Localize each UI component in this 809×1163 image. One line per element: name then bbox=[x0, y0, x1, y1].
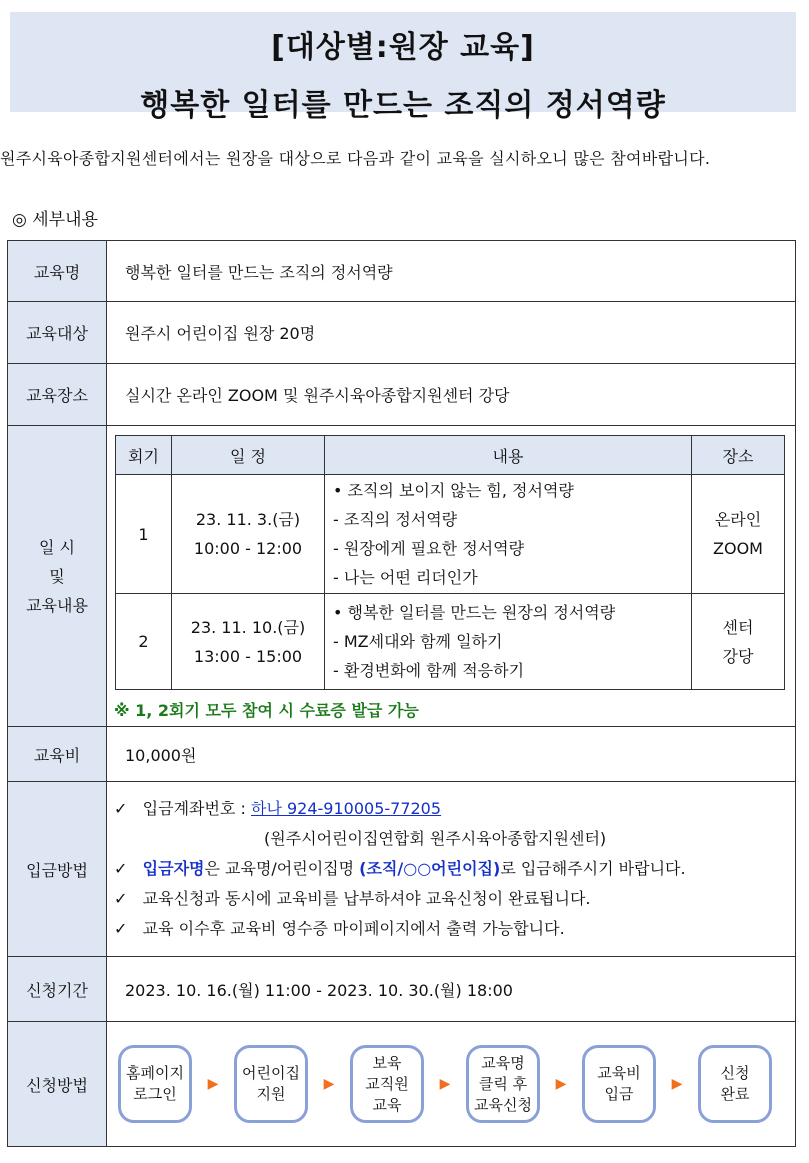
intro-text: 원주시육아종합지원센터에서는 원장을 대상으로 다음과 같이 교육을 실시하오니 많은 참여바랍니다. bbox=[0, 149, 711, 168]
row-place bbox=[8, 364, 796, 426]
account-holder: (원주시어린이집연합회 원주시육아종합지원센터) bbox=[264, 829, 607, 848]
label-period: 신청기간 bbox=[8, 957, 107, 1022]
session-date: 23. 11. 3.(금) bbox=[195, 510, 301, 529]
account-prefix: 입금계좌번호 : bbox=[142, 799, 251, 818]
step-payment bbox=[582, 1045, 656, 1123]
row-course-name bbox=[8, 241, 796, 302]
payment-item bbox=[114, 794, 794, 824]
method-cell bbox=[107, 1022, 796, 1147]
label-schedule-2: 및 bbox=[49, 566, 65, 586]
label-schedule-1: 일 시 bbox=[39, 537, 75, 557]
content-line: • 행복한 일터를 만드는 원장의 정서역량 bbox=[333, 603, 616, 622]
row-schedule bbox=[8, 426, 796, 727]
session-datetime bbox=[172, 594, 325, 690]
session-row bbox=[116, 594, 785, 690]
schedule-table bbox=[115, 435, 785, 690]
header-date: 일 정 bbox=[172, 436, 325, 475]
payment-cell bbox=[107, 782, 796, 957]
content-line: - 원장에게 필요한 정서역량 bbox=[333, 539, 525, 558]
arrow-right-icon: ▶ bbox=[323, 1076, 335, 1092]
step-complete bbox=[698, 1045, 772, 1123]
depositor-name-label: 입금자명 bbox=[142, 859, 205, 878]
value-place: 실시간 온라인 ZOOM 및 원주시육아종합지원센터 강당 bbox=[107, 364, 796, 426]
title-line-2: 행복한 일터를 만드는 조직의 정서역량 bbox=[140, 88, 666, 123]
step-text: 입금 bbox=[604, 1085, 634, 1103]
arrow-right-icon: ▶ bbox=[207, 1076, 219, 1092]
payment-text: 교육신청과 동시에 교육비를 납부하셔야 교육신청이 완료됩니다. bbox=[142, 889, 591, 908]
certificate-note: ※ 1, 2회기 모두 참여 시 수료증 발급 가능 bbox=[114, 701, 419, 720]
place-line: 온라인 bbox=[714, 510, 762, 529]
row-fee bbox=[8, 727, 796, 782]
step-text: 홈페이지 bbox=[126, 1064, 184, 1082]
label-method: 신청방법 bbox=[8, 1022, 107, 1147]
session-number: 1 bbox=[116, 475, 172, 594]
row-period bbox=[8, 957, 796, 1022]
place-line: ZOOM bbox=[713, 539, 763, 558]
details-table bbox=[7, 240, 796, 1147]
check-icon: ✓ bbox=[114, 919, 128, 938]
label-payment: 입금방법 bbox=[8, 782, 107, 957]
content-line: - 조직의 정서역량 bbox=[333, 510, 458, 529]
step-daycare-support bbox=[234, 1045, 308, 1123]
session-content bbox=[325, 475, 692, 594]
label-place: 교육장소 bbox=[8, 364, 107, 426]
header-content: 내용 bbox=[325, 436, 692, 475]
session-date: 23. 11. 10.(금) bbox=[190, 617, 306, 637]
session-place bbox=[692, 594, 785, 690]
schedule-cell bbox=[107, 426, 796, 727]
arrow-right-icon: ▶ bbox=[555, 1076, 567, 1092]
arrow-right-icon: ▶ bbox=[671, 1076, 683, 1092]
title-banner bbox=[10, 12, 796, 123]
check-icon: ✓ bbox=[114, 859, 128, 878]
session-time: 10:00 - 12:00 bbox=[193, 539, 303, 558]
section-title: ◎ 세부내용 bbox=[12, 210, 98, 230]
payment-item bbox=[114, 854, 794, 884]
header-place: 장소 bbox=[692, 436, 785, 475]
title-line-1: [대상별:원장 교육] bbox=[271, 30, 535, 65]
session-place bbox=[692, 475, 785, 594]
payment-item bbox=[114, 884, 794, 914]
session-content bbox=[325, 594, 692, 690]
label-fee: 교육비 bbox=[8, 727, 107, 782]
step-text: 교육비 bbox=[597, 1064, 641, 1082]
label-schedule-3: 교육내용 bbox=[26, 595, 88, 615]
step-text: 신청 bbox=[720, 1064, 750, 1082]
row-payment bbox=[8, 782, 796, 957]
step-flow bbox=[108, 1045, 794, 1123]
label-course-name: 교육명 bbox=[8, 241, 107, 302]
row-target bbox=[8, 302, 796, 364]
step-login bbox=[118, 1045, 192, 1123]
label-target: 교육대상 bbox=[8, 302, 107, 364]
step-text: 교직원 bbox=[365, 1074, 409, 1093]
header-session: 회기 bbox=[116, 436, 172, 475]
place-line: 강당 bbox=[722, 646, 754, 666]
session-number: 2 bbox=[116, 594, 172, 690]
payment-text: 교육 이수후 교육비 영수증 마이페이지에서 출력 가능합니다. bbox=[142, 919, 565, 938]
row-method bbox=[8, 1022, 796, 1147]
value-course-name: 행복한 일터를 만드는 조직의 정서역량 bbox=[107, 241, 796, 302]
depositor-text: 은 교육명/어린이집명 bbox=[204, 859, 360, 878]
value-period: 2023. 10. 16.(월) 11:00 - 2023. 10. 30.(월) 18:00 bbox=[107, 957, 796, 1022]
content-line: - 환경변화에 함께 적응하기 bbox=[333, 661, 525, 680]
step-text: 완료 bbox=[720, 1085, 750, 1103]
step-text: 교육명 bbox=[481, 1053, 525, 1072]
step-apply bbox=[466, 1045, 540, 1123]
content-line: - 나는 어떤 리더인가 bbox=[333, 568, 478, 587]
payment-item bbox=[114, 914, 794, 944]
session-datetime bbox=[172, 475, 325, 594]
check-icon: ✓ bbox=[114, 889, 128, 908]
depositor-text-end: 로 입금해주시기 바랍니다. bbox=[500, 859, 686, 878]
step-text: 지원 bbox=[256, 1085, 286, 1103]
step-staff-education bbox=[350, 1045, 424, 1123]
step-text: 교육 bbox=[372, 1095, 402, 1114]
account-number: 하나 924-910005-77205 bbox=[250, 799, 442, 818]
step-text: 교육신청 bbox=[474, 1095, 532, 1114]
session-time: 13:00 - 15:00 bbox=[193, 646, 303, 666]
check-icon: ✓ bbox=[114, 799, 128, 818]
depositor-format: (조직/○○어린이집) bbox=[359, 859, 501, 878]
content-line: • 조직의 보이지 않는 힘, 정서역량 bbox=[333, 481, 574, 500]
step-text: 보육 bbox=[372, 1053, 402, 1072]
step-text: 클릭 후 bbox=[478, 1074, 528, 1093]
step-text: 로그인 bbox=[133, 1085, 177, 1103]
label-schedule bbox=[8, 426, 107, 727]
content-line: - MZ세대와 함께 일하기 bbox=[333, 632, 503, 651]
payment-list bbox=[108, 784, 794, 954]
place-line: 센터 bbox=[722, 617, 754, 637]
step-text: 어린이집 bbox=[242, 1064, 300, 1082]
arrow-right-icon: ▶ bbox=[439, 1076, 451, 1092]
value-fee: 10,000원 bbox=[107, 727, 796, 782]
value-target: 원주시 어린이집 원장 20명 bbox=[107, 302, 796, 364]
session-row bbox=[116, 475, 785, 594]
